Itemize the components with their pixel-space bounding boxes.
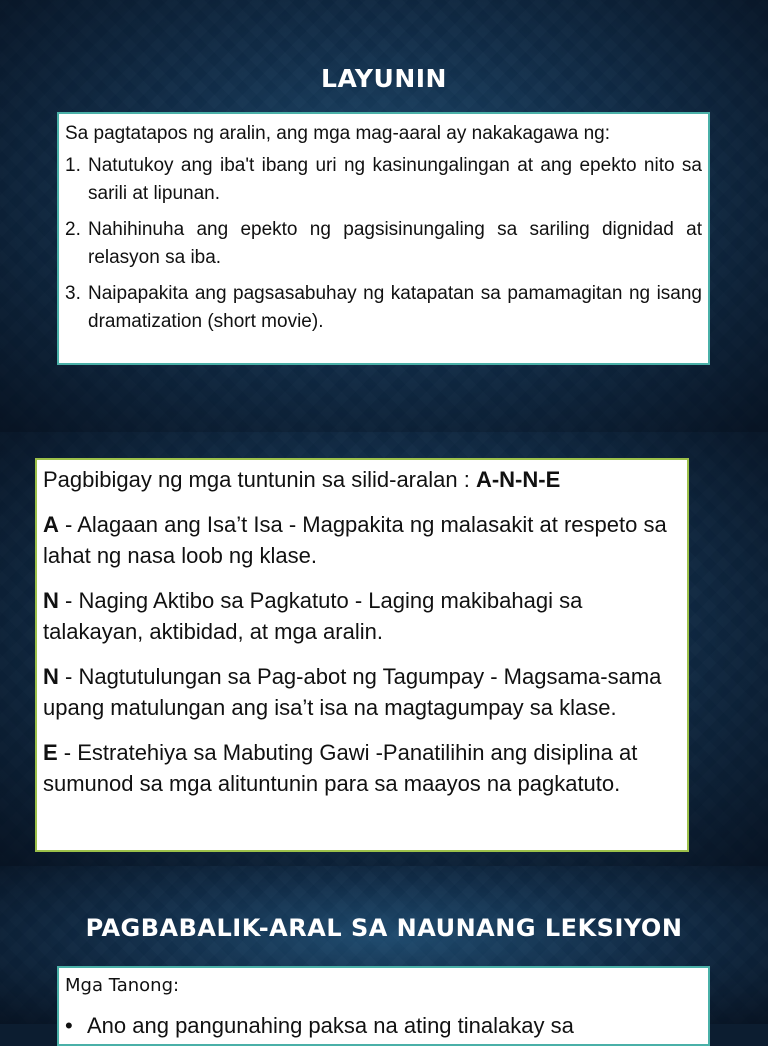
rule-item [43,509,681,571]
rules-intro-text: Pagbibigay ng mga tuntunin sa silid-aralan : [43,467,476,492]
rule-item [43,585,681,647]
slide-title: LAYUNIN [321,64,447,93]
list-item-number: 1. [65,155,81,176]
list-item-text: Natutukoy ang iba't ibang uri ng kasinungalingan at ang epekto nito sa sarili at lipunan. [88,155,702,204]
rules-acronym: A-N-N-E [475,467,561,492]
list-item-number: 3. [65,283,81,304]
rules-intro [43,464,681,495]
rules-box [35,458,689,852]
rule-letter: A [43,512,59,537]
rule-letter: N [43,664,59,689]
objectives-intro: Sa pagtatapos ng aralin, ang mga mag-aaral ay nakakagawa ng: [65,123,611,144]
question-text: Ano ang pangunahing paksa na ating tinalakay sa [87,1013,574,1038]
slide-classroom-rules [0,432,768,866]
objectives-list [65,152,702,336]
list-item [65,280,702,336]
list-item [65,152,702,208]
rule-item [43,737,681,799]
slide-title: PAGBABALIK-ARAL SA NAUNANG LEKSIYON [85,914,683,942]
rule-item [43,661,681,723]
questions-box [57,966,710,1046]
list-item-number: 2. [65,219,81,240]
list-item [65,216,702,272]
questions-label: Mga Tanong: [65,975,180,996]
bullet-icon: • [65,1013,73,1038]
list-item [65,1012,702,1040]
rule-text: - Naging Aktibo sa Pagkatuto - Laging makibahagi sa talakayan, aktibidad, at mga aralin. [43,588,583,644]
rule-text: - Estratehiya sa Mabuting Gawi -Panatilihin ang disiplina at sumunod sa mga alituntunin para sa maayos na pagkatuto. [43,740,638,796]
objectives-box [57,112,710,365]
slide-review [0,866,768,1038]
rule-text: - Alagaan ang Isa’t Isa - Magpakita ng malasakit at respeto sa lahat ng nasa loob ng klase. [43,512,667,568]
rule-letter: E [43,740,58,765]
slide-layunin [0,0,768,432]
rule-letter: N [43,588,59,613]
rule-text: - Nagtutulungan sa Pag-abot ng Tagumpay - Magsama-sama upang matulungan ang isa’t isa na magtagumpay sa klase. [43,664,662,720]
list-item-text: Nahihinuha ang epekto ng pagsisinungaling sa sariling dignidad at relasyon sa iba. [88,219,702,268]
list-item-text: Naipapakita ang pagsasabuhay ng katapatan sa pamamagitan ng isang dramatization (short movie). [88,283,702,332]
